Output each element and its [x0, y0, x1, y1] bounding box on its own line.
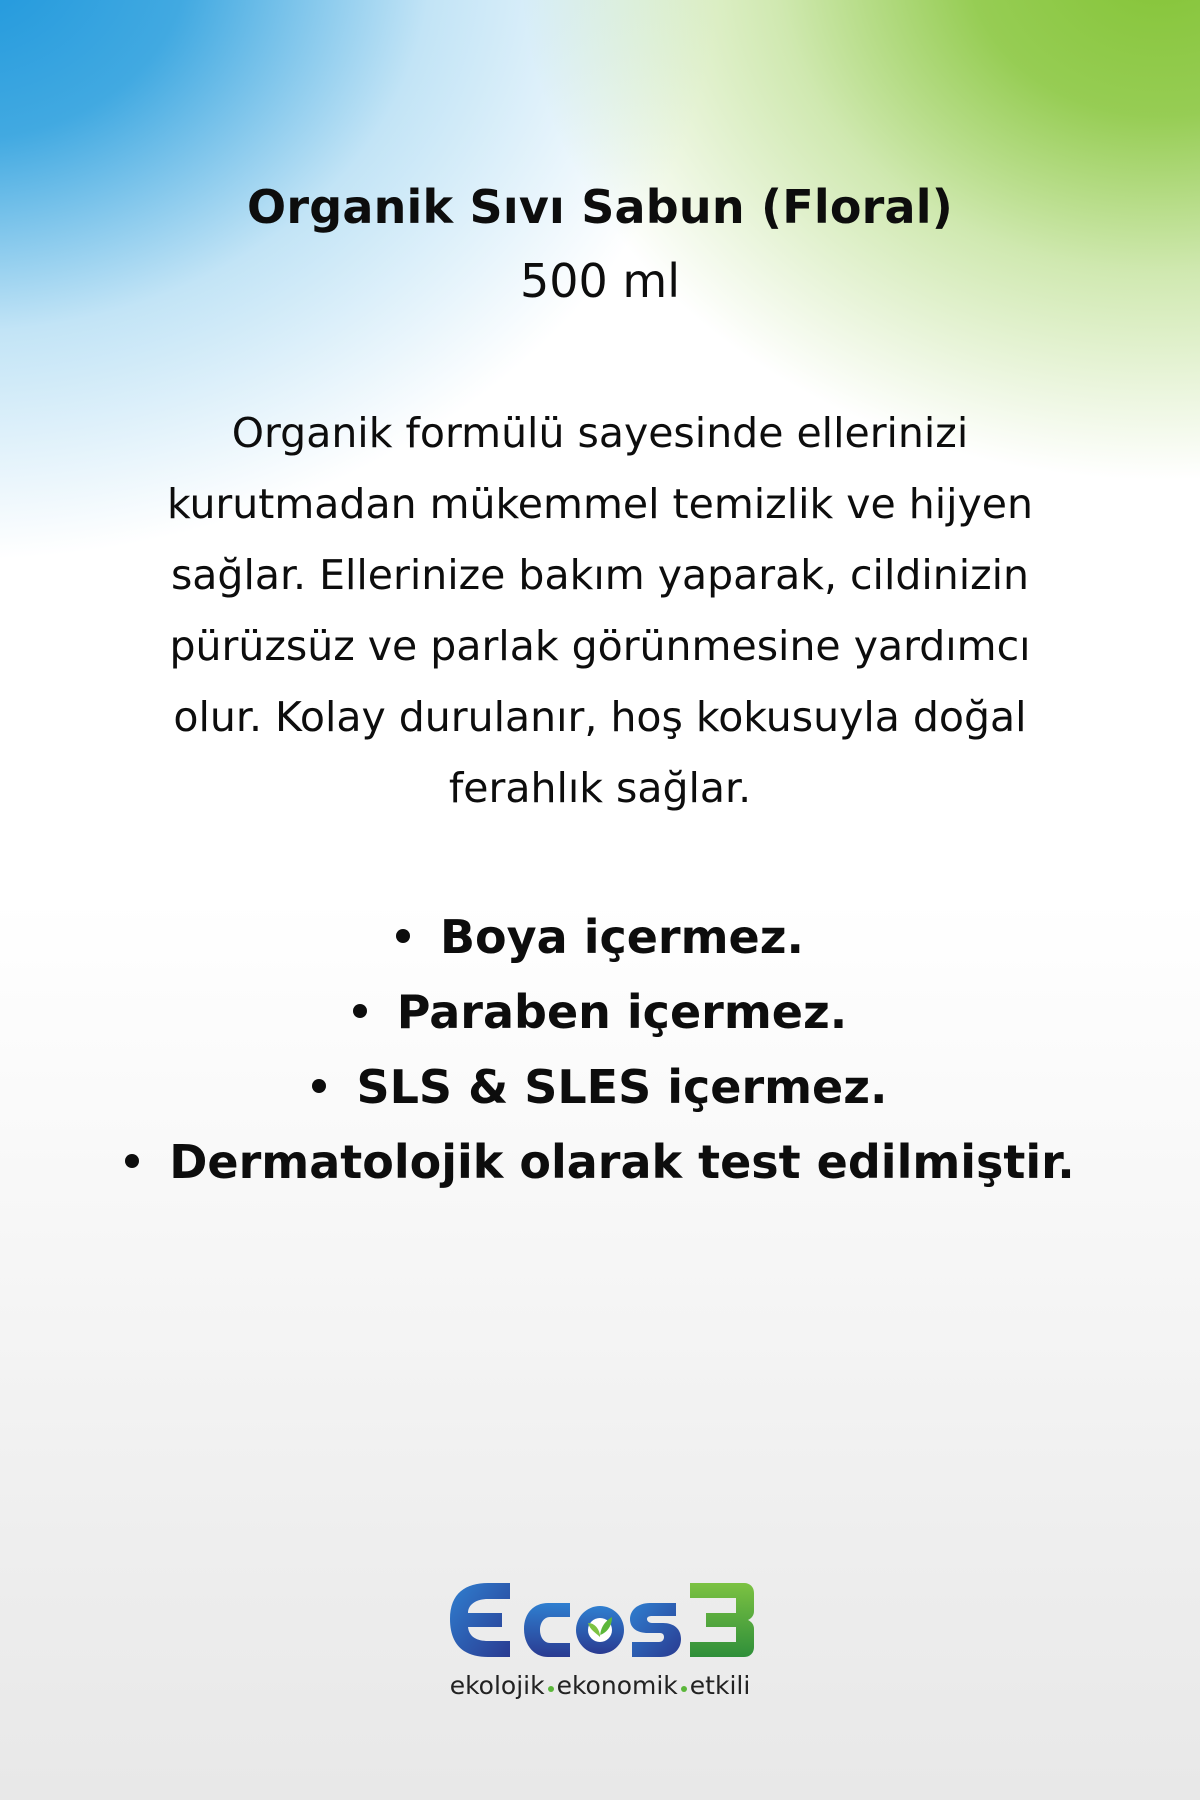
feature-item — [0, 1050, 1200, 1125]
bullet-icon — [312, 1079, 326, 1093]
feature-item — [0, 900, 1200, 975]
tagline-word: ekolojik — [449, 1671, 545, 1700]
feature-text: Boya içermez. — [439, 910, 804, 964]
feature-text: Dermatolojik olarak test edilmiştir. — [169, 1135, 1075, 1189]
tagline-word: etkili — [689, 1671, 751, 1700]
product-description: Organik formülü sayesinde ellerinizi kurutmadan mükemmel temizlik ve hijyen sağlar. Ellerinize bakım yaparak, cildinizin pürüzsüz ve parlak görünmesine yardımcı olur. Kolay durulanır, hoş kokusuyla doğal ferahlık sağlar. — [166, 409, 1034, 812]
bullet-icon — [396, 929, 410, 943]
ecos3-logo-icon — [444, 1575, 756, 1663]
dot-icon — [548, 1686, 554, 1692]
bullet-icon — [353, 1004, 367, 1018]
brand-logo — [440, 1575, 760, 1705]
feature-text: Paraben içermez. — [396, 985, 848, 1039]
feature-item — [0, 975, 1200, 1050]
dot-icon — [681, 1686, 687, 1692]
brand-tagline — [440, 1671, 760, 1700]
feature-text: SLS & SLES içermez. — [356, 1060, 888, 1114]
product-title: Organik Sıvı Sabun (Floral) — [247, 180, 953, 234]
feature-list — [0, 900, 1200, 1200]
bullet-icon — [125, 1154, 139, 1168]
product-volume: 500 ml — [519, 254, 680, 308]
tagline-word: ekonomik — [556, 1671, 678, 1700]
feature-item — [0, 1125, 1200, 1200]
